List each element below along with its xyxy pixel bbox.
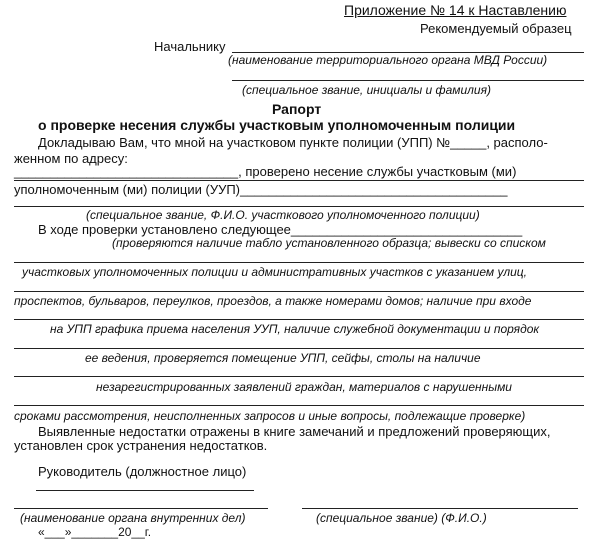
report-title: Рапорт <box>272 101 322 117</box>
report-subtitle: о проверке несения службы участковым уполномоченным полиции <box>38 117 516 133</box>
address-line <box>14 180 584 181</box>
report-text-line: Докладываю Вам, что мной на участковом пункте полиции (УПП) №_____, располо- <box>38 135 548 150</box>
signature-line <box>14 508 268 509</box>
appendix-title: Приложение № 14 к Наставлению <box>344 2 567 18</box>
instruction-line: на УПП графика приема населения УУП, наличие служебной документации и порядок <box>50 322 540 336</box>
blank-line <box>14 376 584 377</box>
rank-name-caption: (специальное звание, инициалы и фамилия) <box>242 83 491 97</box>
closing-line: установлен срок устранения недостатков. <box>14 438 268 453</box>
org-name-caption: (наименование территориального органа МВД России) <box>228 53 548 67</box>
officer-caption: (специальное звание, Ф.И.О. участкового уполномоченного полиции) <box>86 208 480 222</box>
check-intro: В ходе проверки установлено следующее________________________________ <box>38 222 523 237</box>
report-text-line: _______________________________, проверено несение службы участковым (ми) <box>14 164 517 179</box>
recommended-sample-label: Рекомендуемый образец <box>420 21 572 36</box>
rank-signature-caption: (специальное звание) (Ф.И.О.) <box>316 511 487 525</box>
report-text-line: уполномоченным (ми) полиции (УУП)_____________________________________ <box>14 182 508 197</box>
manager-label: Руководитель (должностное лицо) <box>38 464 247 479</box>
instruction-line: участковых уполномоченных полиции и административных участков с указанием улиц, <box>22 265 527 279</box>
addressee-line-2 <box>232 80 584 81</box>
blank-line <box>14 348 584 349</box>
instruction-line: (проверяются наличие табло установленного образца; вывески со списком <box>112 236 546 250</box>
blank-line <box>14 291 584 292</box>
date-line: «___»_______20__г. <box>38 525 152 539</box>
signature-line <box>36 490 254 491</box>
instruction-line: незарегистрированных заявлений граждан, материалов с нарушенными <box>96 380 512 394</box>
blank-line <box>14 405 584 406</box>
org-signature-caption: (наименование органа внутренних дел) <box>20 511 246 525</box>
instruction-line: сроками рассмотрения, неисполненных запросов и иные вопросы, подлежащие проверке) <box>14 409 526 423</box>
addressee-label: Начальнику <box>154 39 226 54</box>
officer-line <box>14 206 584 207</box>
closing-line: Выявленные недостатки отражены в книге замечаний и предложений проверяющих, <box>38 424 551 439</box>
blank-line <box>14 262 584 263</box>
report-text-line: женном по адресу: <box>14 151 128 166</box>
instruction-line: проспектов, бульваров, переулков, проездов, а также номерами домов; наличие при входе <box>14 294 532 308</box>
signature-line <box>302 508 578 509</box>
instruction-line: ее ведения, проверяется помещение УПП, сейфы, столы на наличие <box>85 351 481 365</box>
blank-line <box>14 319 584 320</box>
